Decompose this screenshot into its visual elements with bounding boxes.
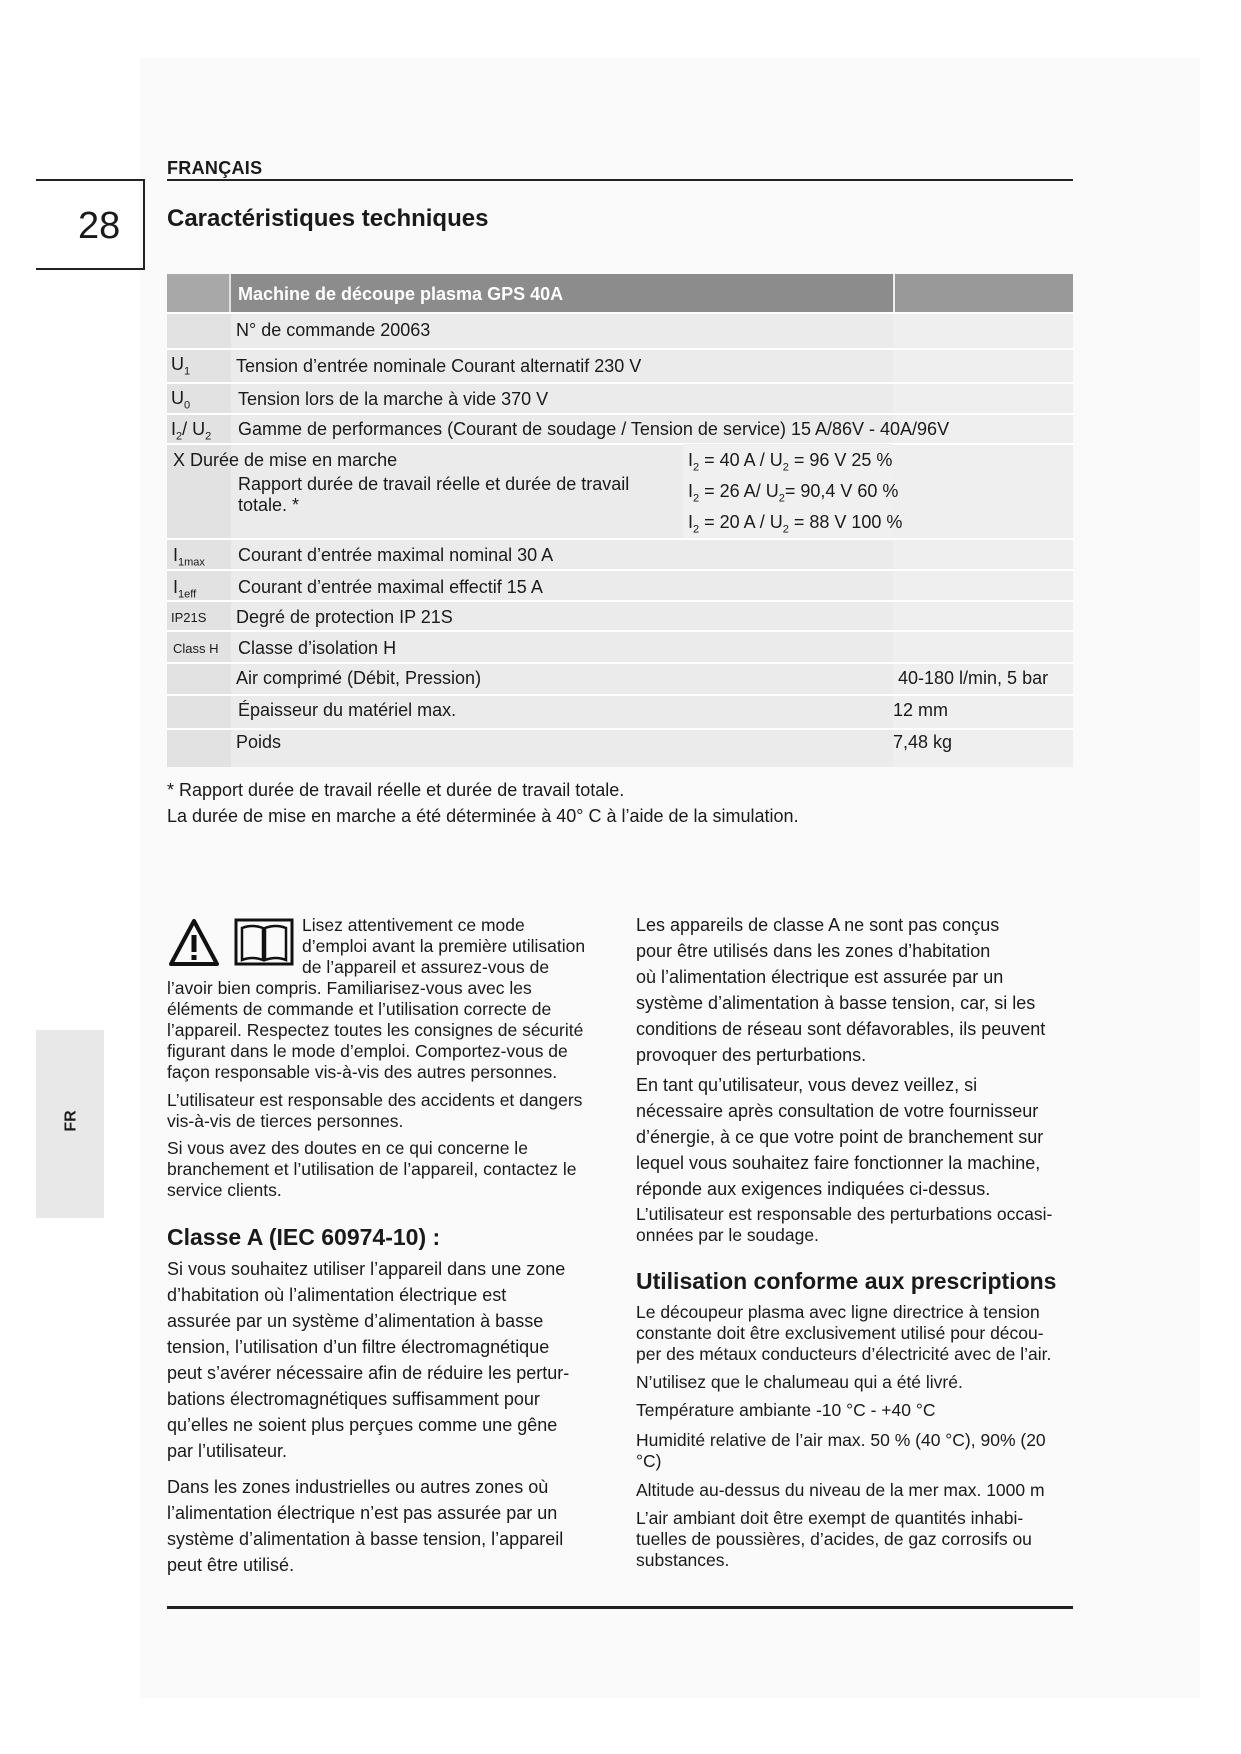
user-duty-paragraph: En tant qu’utilisateur, vous devez veillez, si nécessaire après consultation de votre fournisseur d’énergie, à ce que votre point de branchement sur lequel vous souhaitez faire fonctionner la machine, réponde aux exigences indiquées ci-dessus. bbox=[636, 1075, 1044, 1199]
spec-material-thickness-value: 12 mm bbox=[893, 700, 949, 720]
symbol-class-h: Class H bbox=[173, 641, 219, 656]
language-side-tab bbox=[36, 1030, 104, 1218]
row-divider bbox=[167, 538, 1073, 540]
class-a-paragraph-1: Si vous souhaitez utiliser l’appareil dans une zone d’habitation où l’alimentation électrique est assurée par un système d’alimentation à basse tension, l’utilisation d’un filtre électromagnétique peut s’avérer nécessaire afin de réduire les pertur- bations électromagnétiques suffisamment pour qu’elles ne soient plus perçues comme une gêne par l’utilisateur. bbox=[167, 1259, 570, 1461]
intended-use-heading: Utilisation conforme aux prescriptions bbox=[636, 1268, 1057, 1294]
language-label: FRANÇAIS bbox=[167, 158, 263, 178]
footer-rule bbox=[167, 1606, 1073, 1609]
row-divider bbox=[167, 443, 1073, 445]
spec-table-title: Machine de découpe plasma GPS 40A bbox=[238, 284, 564, 304]
footnote-line-2: La durée de mise en marche a été déterminée à 40° C à l’aide de la simulation. bbox=[167, 806, 799, 826]
spec-insulation-class: Classe d’isolation H bbox=[238, 638, 397, 658]
row-divider bbox=[167, 728, 1073, 730]
symbol-u1: $U_1$ bbox=[171, 354, 191, 378]
row-divider bbox=[167, 694, 1073, 696]
interference-paragraph: L’utilisateur est responsable des perturbations occasi- onnées par le soudage. bbox=[636, 1204, 1053, 1245]
class-a-restriction-paragraph: Les appareils de classe A ne sont pas conçus pour être utilisés dans les zones d’habitation où l’alimentation électrique est assurée par un système d’alimentation à basse tension, car, si les conditions de réseau sont défavorables, ils peuvent provoquer des perturbations. bbox=[636, 915, 1046, 1065]
torch-note: N’utilisez que le chalumeau qui a été livré. bbox=[636, 1372, 963, 1392]
footnote-line-1: * Rapport durée de travail réelle et durée de travail totale. bbox=[167, 780, 625, 800]
row-divider bbox=[167, 630, 1073, 632]
duty-value-60: $I_2 = 26$ A/ $U_2= 90,4$ V 60 % bbox=[688, 481, 899, 505]
altitude-limit: Altitude au-dessus du niveau de la mer max. 1000 m bbox=[636, 1480, 1045, 1500]
warning-intro: Lisez attentivement ce mode d’emploi avant la première utilisation de l’appareil et assurez-vous de bbox=[302, 915, 586, 977]
page-number: 28 bbox=[78, 205, 121, 247]
page-title: Caractéristiques techniques bbox=[167, 205, 489, 232]
spec-compressed-air-value: 40-180 l/min, 5 bar bbox=[898, 668, 1049, 688]
page-box-top bbox=[36, 179, 145, 181]
row-divider bbox=[167, 569, 1073, 571]
duty-cycle-note: Rapport durée de travail réelle et durée de travail totale. * bbox=[238, 474, 630, 515]
page-box-bottom bbox=[36, 268, 145, 270]
duty-value-100: $I_2 = 20$ $A / U_2 = 88$ V 100 % bbox=[688, 512, 903, 536]
page-box-right bbox=[143, 179, 145, 270]
warning-triangle-icon bbox=[168, 918, 220, 968]
duty-cycle-label: X Durée de mise en marche bbox=[173, 450, 398, 470]
intended-use-paragraph: Le découpeur plasma avec ligne directrice à tension constante doit être exclusivement utilisé pour décou- per des métaux conducteurs d’électricité avec de l’air. bbox=[636, 1302, 1052, 1364]
spec-weight-value: 7,48 kg bbox=[893, 732, 953, 752]
ambient-temperature: Température ambiante -10 °C - +40 °C bbox=[636, 1400, 936, 1420]
spec-weight: Poids bbox=[236, 732, 282, 752]
symbol-i1eff: $I_{1eff}$ bbox=[173, 577, 197, 601]
class-a-paragraph-2: Dans les zones industrielles ou autres zones où l’alimentation électrique n’est pas assurée par un système d’alimentation à basse tension, l’appareil peut être utilisé. bbox=[167, 1477, 564, 1575]
row-divider bbox=[167, 348, 1073, 350]
spec-header-right bbox=[895, 274, 1073, 312]
duty-value-25: $I_2 = 40$ $A / U_2 = 96$ V 25 % bbox=[688, 450, 893, 474]
spec-protection-degree: Degré de protection IP 21S bbox=[236, 607, 453, 627]
row-divider bbox=[167, 312, 1073, 314]
manual-book-icon bbox=[234, 918, 294, 966]
spec-header-left bbox=[167, 274, 229, 312]
symbol-i2-u2: $I_2/$ $U_2$ bbox=[171, 419, 212, 443]
spec-compressed-air: Air comprimé (Débit, Pression) bbox=[236, 668, 482, 688]
symbol-ip21s: IP21S bbox=[171, 610, 207, 625]
responsibility-paragraph: L’utilisateur est responsable des accidents et dangers vis-à-vis de tierces personnes. bbox=[167, 1090, 583, 1131]
spec-max-input-current: Courant d’entrée maximal nominal 30 A bbox=[238, 545, 554, 565]
spec-effective-input-current: Courant d’entrée maximal effectif 15 A bbox=[238, 577, 543, 597]
symbol-i1max: $I_{1max}$ bbox=[173, 545, 205, 569]
row-divider bbox=[167, 662, 1073, 664]
warning-body: l’avoir bien compris. Familiarisez-vous avec les éléments de commande et l’utilisation correcte de l’appareil. Respectez toutes les consignes de sécurité figurant dans le mode d’emploi. Comportez-vous de façon responsable vis-à-vis des autres personnes. bbox=[167, 978, 584, 1082]
row-divider bbox=[167, 382, 1073, 384]
relative-humidity: Humidité relative de l’air max. 50 % (40 °C), 90% (20 °C) bbox=[636, 1430, 1046, 1471]
symbol-u0: $U_0$ bbox=[171, 388, 191, 412]
row-divider bbox=[167, 600, 1073, 602]
spec-performance-range: Gamme de performances (Courant de soudage / Tension de service) 15 A/86V - 40A/96V bbox=[238, 419, 950, 439]
language-side-tab-label: FR bbox=[62, 1110, 80, 1132]
order-number: N° de commande 20063 bbox=[236, 320, 431, 340]
spec-input-voltage: Tension d’entrée nominale Courant alternatif 230 V bbox=[236, 356, 642, 376]
doubts-paragraph: Si vous avez des doutes en ce qui concerne le branchement et l’utilisation de l’appareil, contactez le service clients. bbox=[167, 1138, 577, 1200]
header-rule bbox=[167, 179, 1073, 181]
ambient-air-paragraph: L’air ambiant doit être exempt de quantités inhabi- tuelles de poussières, d’acides, de gaz corrosifs ou substances. bbox=[636, 1508, 1032, 1570]
spec-material-thickness: Épaisseur du matériel max. bbox=[238, 700, 457, 720]
spec-open-voltage: Tension lors de la marche à vide 370 V bbox=[238, 389, 549, 409]
row-divider bbox=[167, 413, 1073, 415]
class-a-heading: Classe A (IEC 60974-10) : bbox=[167, 1224, 441, 1250]
